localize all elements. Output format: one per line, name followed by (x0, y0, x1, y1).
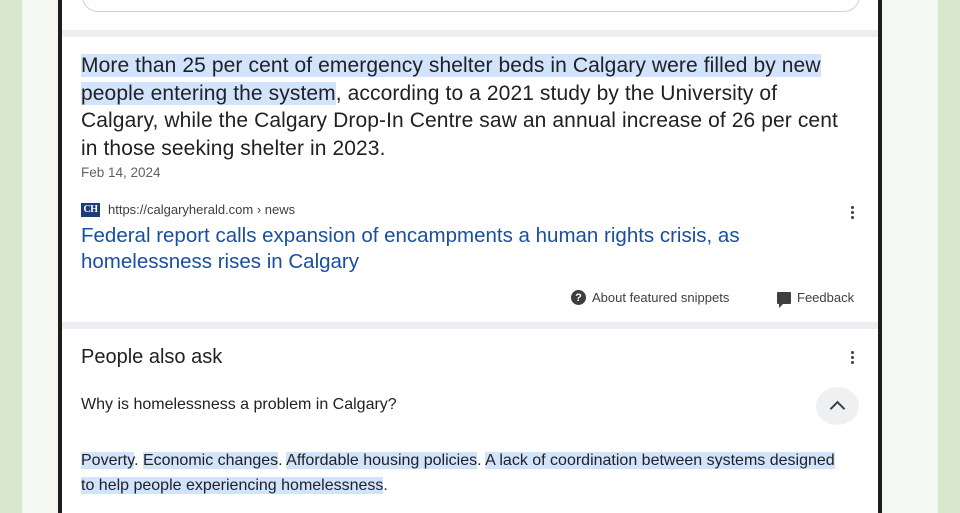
snippet-body: , according to a 2021 study by the University of Calgary, while the Calgary Drop-In Centre saw an annual increase of 26 per cent in those seeking shelter in 2023. (81, 81, 838, 160)
paa-question[interactable]: Why is homelessness a problem in Calgary? (81, 396, 397, 413)
divider (62, 30, 878, 37)
answer-text: . (383, 476, 388, 494)
paa-answer (81, 449, 841, 498)
result-title-link[interactable]: Federal report calls expansion of encampments a human rights crisis, as homelessness rises in Calgary (81, 224, 740, 273)
left-margin (22, 0, 60, 513)
source-url[interactable]: https://calgaryherald.com › news (108, 202, 296, 217)
answer-highlight: Economic changes (142, 452, 279, 469)
device-edge-right (878, 0, 882, 513)
answer-highlight: Poverty (81, 452, 135, 469)
answer-text: . (134, 452, 143, 469)
about-snippets-label: About featured snippets (592, 290, 730, 305)
answer-text: . (477, 452, 486, 469)
divider (62, 322, 878, 329)
site-favicon: CH (81, 203, 100, 217)
right-margin (882, 0, 938, 513)
chevron-up-icon (830, 401, 846, 417)
answer-highlight: A lack of coordination between systems designed to help people experiencing homelessness (81, 452, 835, 494)
help-icon: ? (571, 290, 586, 305)
background-right (938, 0, 960, 513)
feedback-label: Feedback (797, 290, 855, 305)
collapse-button[interactable] (816, 387, 859, 425)
answer-text: . (278, 452, 287, 469)
more-vert-icon[interactable] (847, 206, 857, 219)
more-vert-icon[interactable] (847, 351, 857, 364)
feedback-button[interactable] (777, 290, 854, 305)
background-left (0, 0, 22, 513)
search-results-screen (62, 0, 878, 513)
people-also-ask-heading: People also ask (81, 346, 223, 368)
snippet-highlight: More than 25 per cent of emergency shelter beds in Calgary were filled by new people entering the system (81, 54, 821, 105)
featured-snippet-text (81, 52, 841, 162)
source-row[interactable] (81, 202, 295, 217)
snippet-date: Feb 14, 2024 (81, 165, 161, 180)
feedback-icon (777, 292, 791, 304)
search-bar-bottom-edge[interactable] (82, 0, 860, 12)
answer-highlight: Affordable housing policies (286, 452, 478, 469)
about-featured-snippets[interactable] (571, 290, 729, 305)
